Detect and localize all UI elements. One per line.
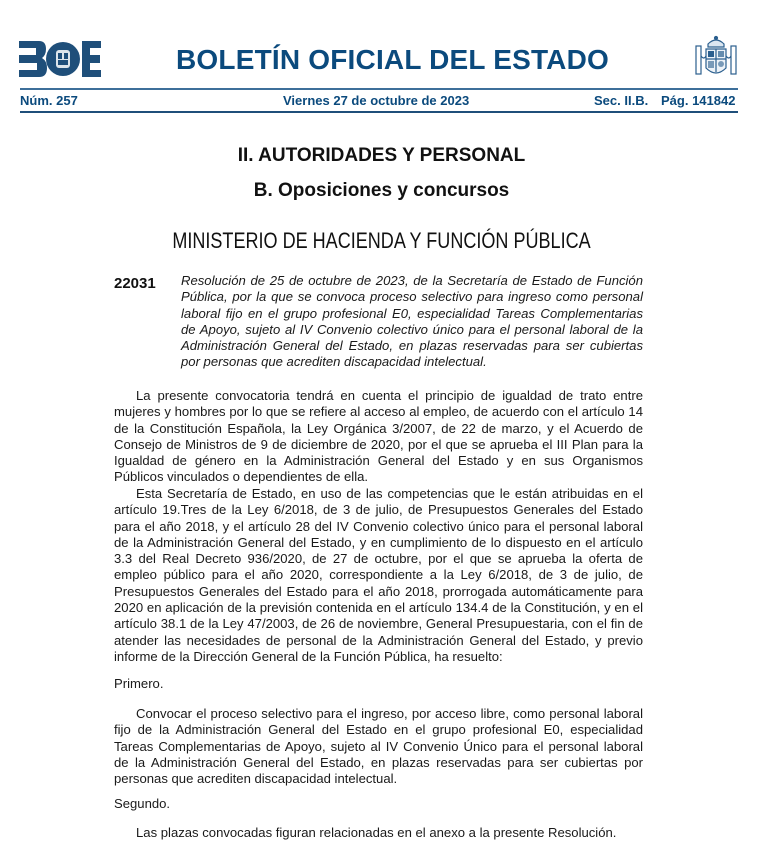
body-paragraph <box>114 388 643 486</box>
coat-of-arms-icon <box>694 34 738 82</box>
article-text-primero: Convocar el proceso selectivo para el ingreso, por acceso libre, como personal laboral fijo de la Administración General del Estado en el grupo profesional E0, especialidad Tareas Complementarias de Apoyo, sujeto al IV Convenio Único para el personal laboral de la Administración General del Estado, en plazas reservadas para ser cubiertas por personas que acrediten discapacidad intelectual. <box>114 706 643 787</box>
article-heading <box>114 796 643 812</box>
header-rule-top <box>20 88 738 90</box>
article-body <box>114 825 643 841</box>
resolution-title: Resolución de 25 de octubre de 2023, de la Secretaría de Estado de Función Pública, por la que se convoca proceso selectivo para ingreso como personal laboral fijo en el grupo profesional E0, especialidad Tareas Complementarias de Apoyo, sujeto al IV Convenio colectivo único para el personal laboral de la Administración General del Estado, en plazas reservadas para ser cubiertas por personas que acrediten discapacidad intelectual. <box>181 273 643 370</box>
article-heading <box>114 676 643 692</box>
reference-number: 22031 <box>114 275 156 292</box>
section-title: II. AUTORIDADES Y PERSONAL <box>237 145 526 166</box>
issue-meta-row <box>20 93 738 109</box>
paragraph-equality: La presente convocatoria tendrá en cuenta el principio de igualdad de trato entre mujeres y hombres por lo que se refiere al acceso al empleo, de acuerdo con el artículo 14 de la Constitución Española, la Ley Orgánica 3/2007, de 22 de marzo, y el Acuerdo de Consejo de Ministros de 9 de diciembre de 2020, por el que se aprueba el III Plan para la Igualdad de género en la Administración General del Estado y en sus Organismos Públicos vinculados o dependientes de ella. <box>114 388 643 485</box>
article-heading-primero: Primero. <box>114 676 164 691</box>
article-body <box>114 706 643 787</box>
page-header <box>0 0 763 120</box>
body-paragraph <box>114 486 643 665</box>
paragraph-competencies: Esta Secretaría de Estado, en uso de las competencias que le están atribuidas en el artículo 19.Tres de la Ley 6/2018, de 3 de julio, de Presupuestos Generales del Estado para el año 2018, y el artículo 28 del IV Convenio colectivo único para el personal laboral de la Administración General del Estado, y en cumplimiento de lo dispuesto en el artículo 3.3 del Real Decreto 936/2020, de 27 de octubre, por el que se aprueba la oferta de empleo público para el año 2020, correspondiente a la Ley 6/2018, de 3 de julio, de Presupuestos Generales del Estado para el año 2018, prorrogada automáticamente para 2020 en aplicación de la previsión contenida en el artículo 134.4 de la Constitución, y en el artículo 38.1 de la Ley 47/2003, de 26 de noviembre, General Presupuestaria, con el fin de atender las necesidades de personal de la Administración General del Estado, y previo informe de la Dirección General de la Función Pública, ha resuelto: <box>114 486 643 664</box>
boe-logo <box>19 41 101 77</box>
issue-number: Núm. 257 <box>20 93 78 108</box>
header-rule-bottom <box>20 111 738 113</box>
page-number: Pág. 141842 <box>661 93 736 108</box>
issue-date: Viernes 27 de octubre de 2023 <box>283 93 470 108</box>
article-heading-segundo: Segundo. <box>114 796 171 811</box>
section-label: Sec. II.B. <box>594 93 649 108</box>
ministry-heading: MINISTERIO DE HACIENDA Y FUNCIÓN PÚBLICA <box>172 228 591 253</box>
masthead-title: BOLETÍN OFICIAL DEL ESTADO <box>176 44 609 75</box>
article-text-segundo: Las plazas convocadas figuran relacionadas en el anexo a la presente Resolución. <box>136 825 617 840</box>
subsection-title: B. Oposiciones y concursos <box>253 180 510 201</box>
